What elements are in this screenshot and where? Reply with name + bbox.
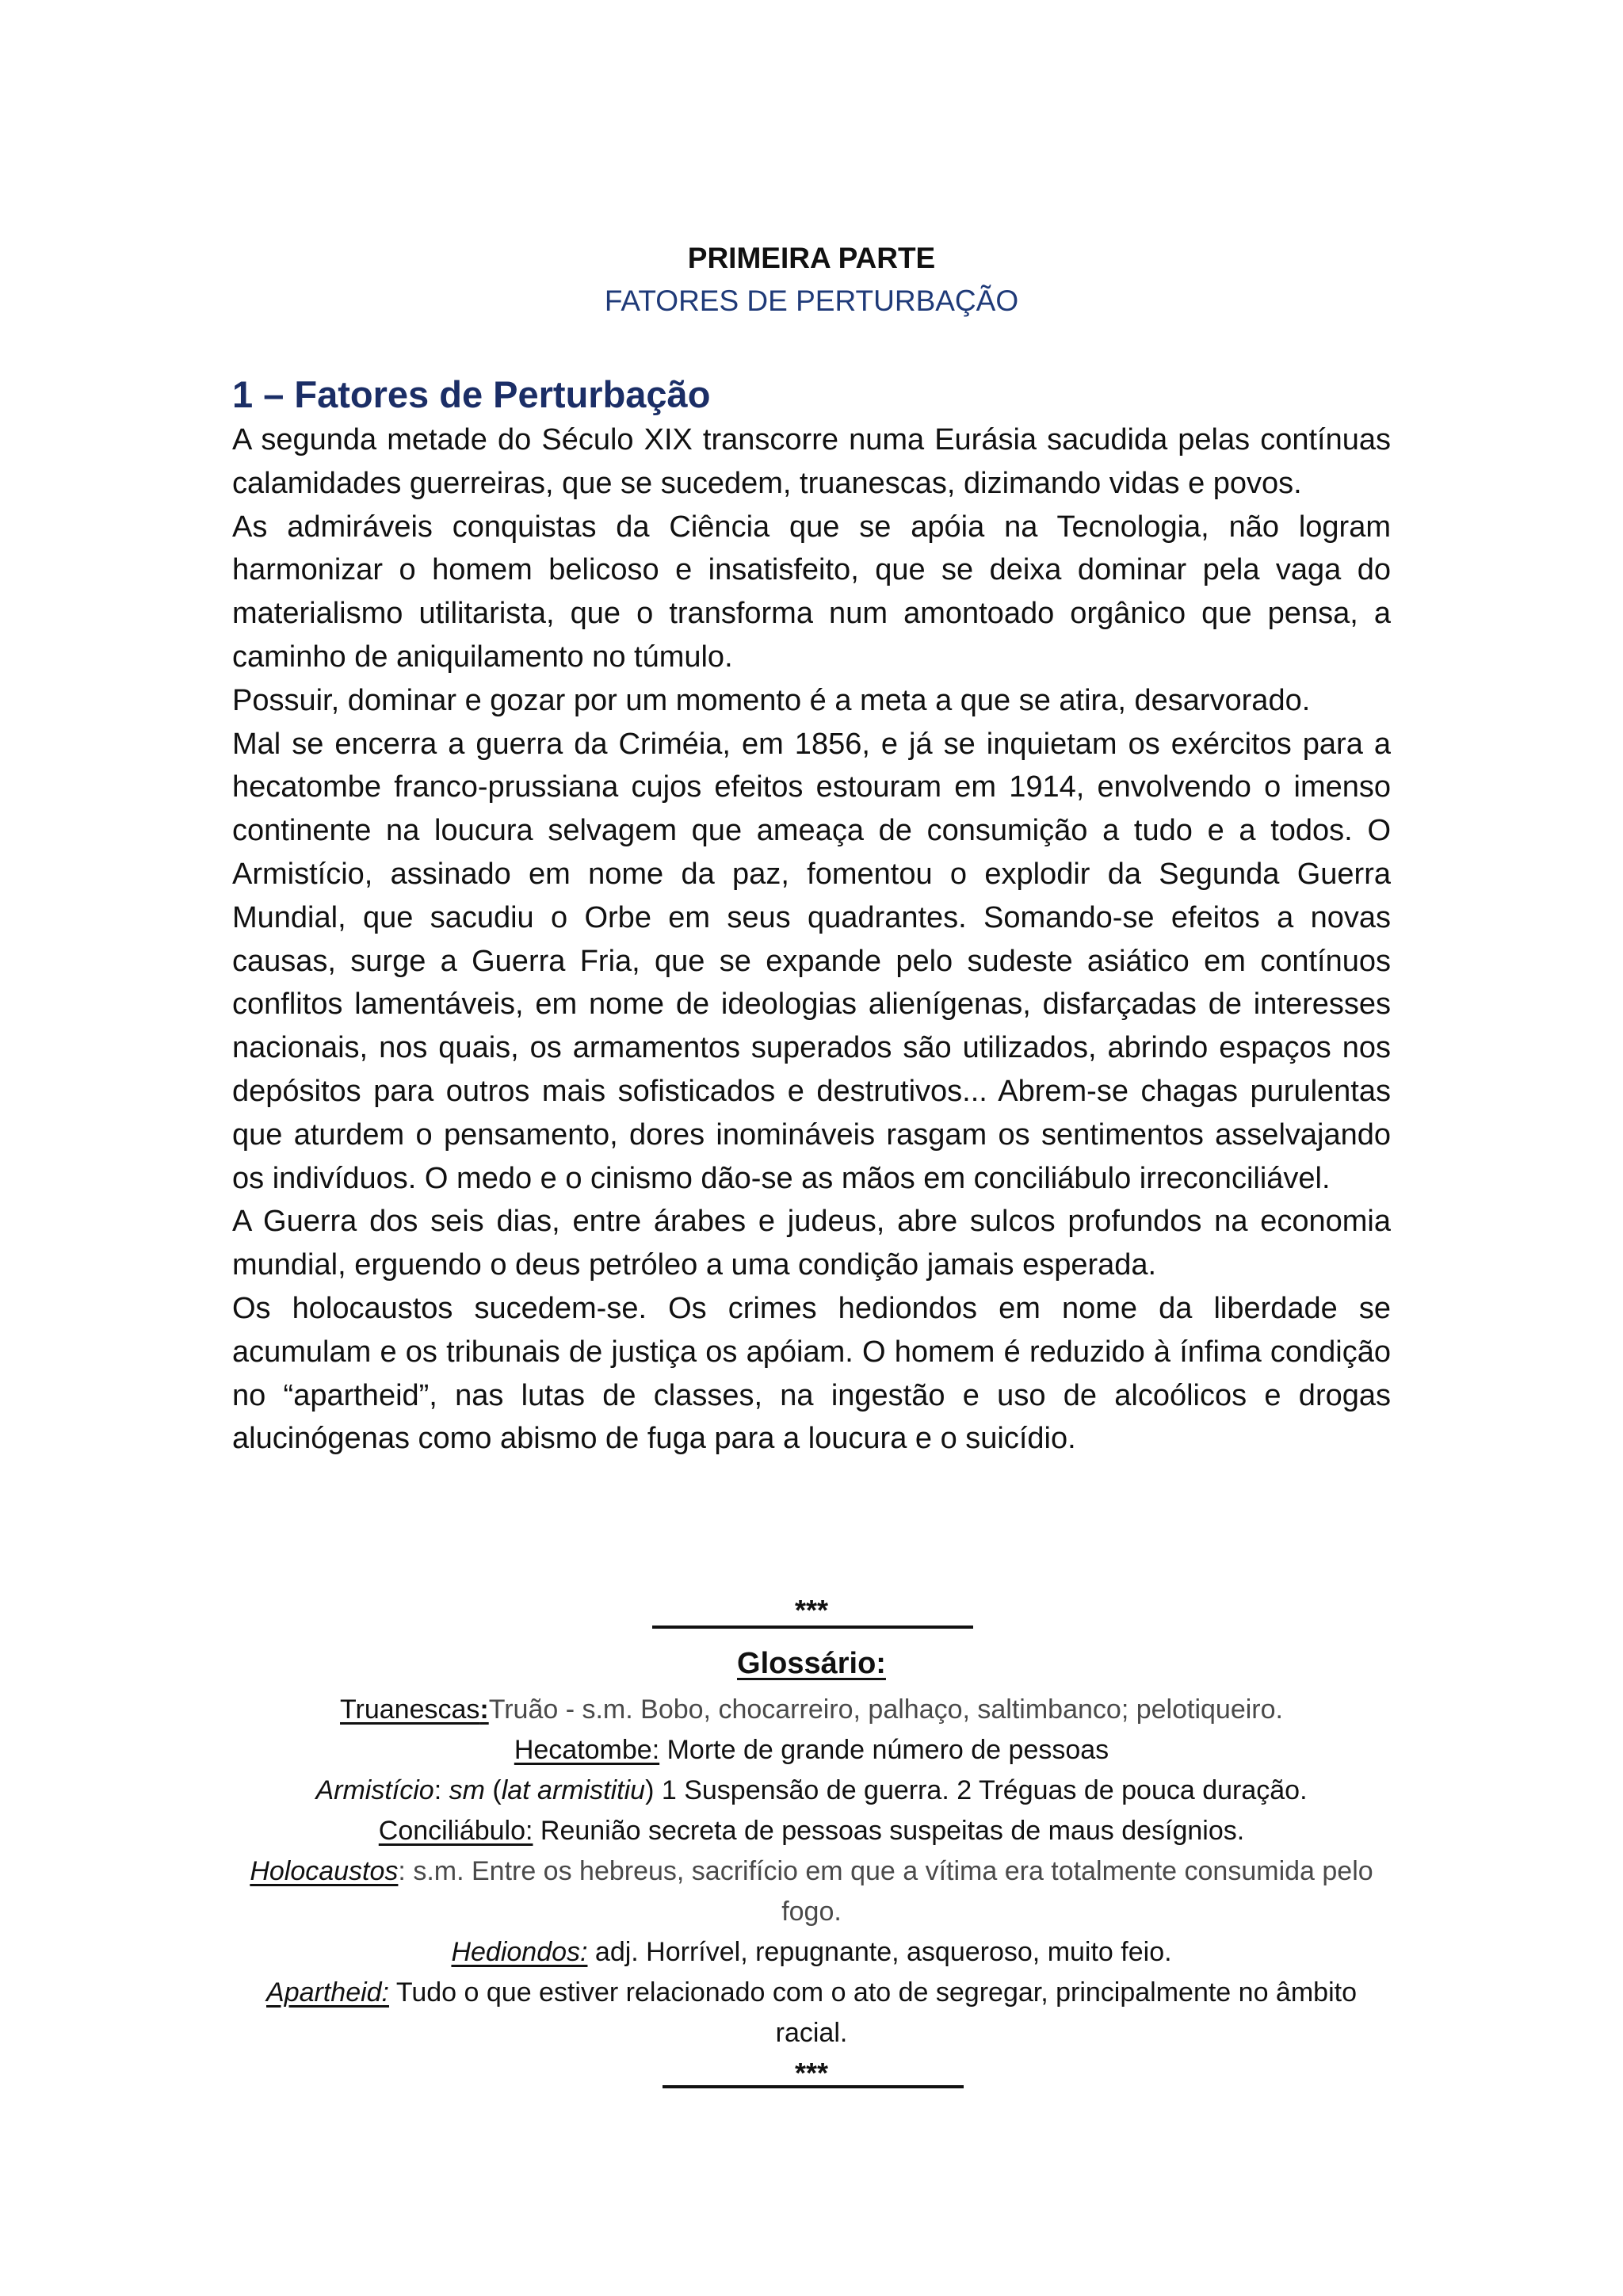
glossary-entry-conciliabulo bbox=[232, 1811, 1391, 1851]
chapter-heading: 1 – Fatores de Perturbação bbox=[232, 373, 711, 415]
glossary-entry-hediondos bbox=[232, 1932, 1391, 1973]
part-title: PRIMEIRA PARTE bbox=[687, 242, 936, 274]
glossary-definition: ) 1 Suspensão de guerra. 2 Tréguas de pouca duração. bbox=[645, 1775, 1308, 1805]
glossary-term: Hecatombe: bbox=[514, 1735, 660, 1765]
glossary-definition: Morte de grande número de pessoas bbox=[659, 1735, 1109, 1765]
paragraph: As admiráveis conquistas da Ciência que se apóia na Tecnologia, não logram harmonizar o homem belicoso e insatisfeito, que se deixa dominar pela vaga do materialismo utilitarista, que o transforma num amontoado orgânico que pensa, a caminho de aniquilamento no túmulo. bbox=[232, 510, 1391, 674]
glossary-term: Truanescas bbox=[340, 1694, 480, 1725]
glossary-term: Armistício bbox=[315, 1775, 434, 1805]
paragraph: Possuir, dominar e gozar por um momento é a meta a que se atira, desarvorado. bbox=[232, 683, 1311, 717]
paragraph: A Guerra dos seis dias, entre árabes e judeus, abre sulcos profundos na economia mundial, erguendo o deus petróleo a uma condição jamais esperada. bbox=[232, 1205, 1391, 1282]
glossary-separator: : bbox=[433, 1775, 449, 1805]
glossary-entry-armisticio bbox=[232, 1771, 1391, 1811]
glossary-term: Apartheid: bbox=[266, 1977, 390, 2008]
paragraph: A segunda metade do Século XIX transcorre numa Eurásia sacudida pelas contínuas calamidades guerreiras, que se sucedem, truanescas, dizimando vidas e povos. bbox=[232, 423, 1391, 500]
glossary-entry-hecatombe bbox=[232, 1730, 1391, 1771]
glossary-list bbox=[232, 1690, 1391, 2053]
glossary-etymology: lat armistitiu bbox=[501, 1775, 646, 1805]
glossary-paren: ( bbox=[484, 1775, 502, 1805]
glossary-term-colon: : bbox=[479, 1694, 489, 1725]
glossary-entry-truanescas bbox=[232, 1690, 1391, 1730]
glossary-title-text: Glossário: bbox=[737, 1647, 886, 1680]
section-separator-stars: *** bbox=[794, 1594, 829, 1626]
paragraph: Mal se encerra a guerra da Criméia, em 1856, e já se inquietam os exércitos para a hecatombe franco-prussiana cujos efeitos estouram em 1914, envolvendo o imenso continente na loucura selvagem que ameaça de consumição a tudo e a todos. O Armistício, assinado em nome da paz, fomentou o explodir da Segunda Guerra Mundial, que sacudiu o Orbe em seus quadrantes. Somando-se efeitos a novas causas, surge a Guerra Fria, que se expande pelo sudeste asiático em contínuos conflitos lamentáveis, em nome de ideologias alienígenas, disfarçadas de interesses nacionais, nos quais, os armamentos superados são utilizados, abrindo espaços nos depósitos para outros mais sofisticados e destrutivos... Abrem-se chagas purulentas que aturdem o pensamento, dores inomináveis rasgam os sentimentos asselvajando os indivíduos. O medo e o cinismo dão-se as mãos em conciliábulo irreconciliável. bbox=[232, 727, 1391, 1195]
glossary-definition: Reunião secreta de pessoas suspeitas de maus desígnios. bbox=[533, 1816, 1245, 1846]
separator-rule bbox=[663, 2085, 964, 2088]
glossary-part-of-speech: sm bbox=[449, 1775, 485, 1805]
section-separator-stars: *** bbox=[794, 2057, 829, 2089]
glossary-definition: : s.m. Entre os hebreus, sacrifício em que a vítima era totalmente consumida pelo fogo. bbox=[398, 1856, 1373, 1927]
glossary-definition: Tudo o que estiver relacionado com o ato de segregar, principalmente no âmbito racial. bbox=[389, 1977, 1357, 2048]
part-subtitle: FATORES DE PERTURBAÇÃO bbox=[604, 285, 1019, 317]
glossary-entry-holocaustos bbox=[232, 1851, 1391, 1932]
glossary-title bbox=[0, 1644, 1623, 1683]
glossary-term: Conciliábulo: bbox=[378, 1816, 533, 1846]
paragraph: Os holocaustos sucedem-se. Os crimes hediondos em nome da liberdade se acumulam e os tribunais de justiça os apóiam. O homem é reduzido à ínfima condição no “apartheid”, nas lutas de classes, na ingestão e uso de alcoólicos e drogas alucinógenas como abismo de fuga para a loucura e o suicídio. bbox=[232, 1291, 1391, 1456]
chapter-body bbox=[232, 418, 1391, 1461]
glossary-definition: Truão - s.m. Bobo, chocarreiro, palhaço, saltimbanco; pelotiqueiro. bbox=[488, 1694, 1283, 1725]
glossary-entry-apartheid bbox=[232, 1973, 1391, 2053]
separator-rule bbox=[652, 1626, 973, 1629]
glossary-term: Holocaustos bbox=[250, 1856, 399, 1886]
glossary-term: Hediondos: bbox=[451, 1937, 588, 1967]
glossary-definition: adj. Horrível, repugnante, asqueroso, muito feio. bbox=[587, 1937, 1172, 1967]
